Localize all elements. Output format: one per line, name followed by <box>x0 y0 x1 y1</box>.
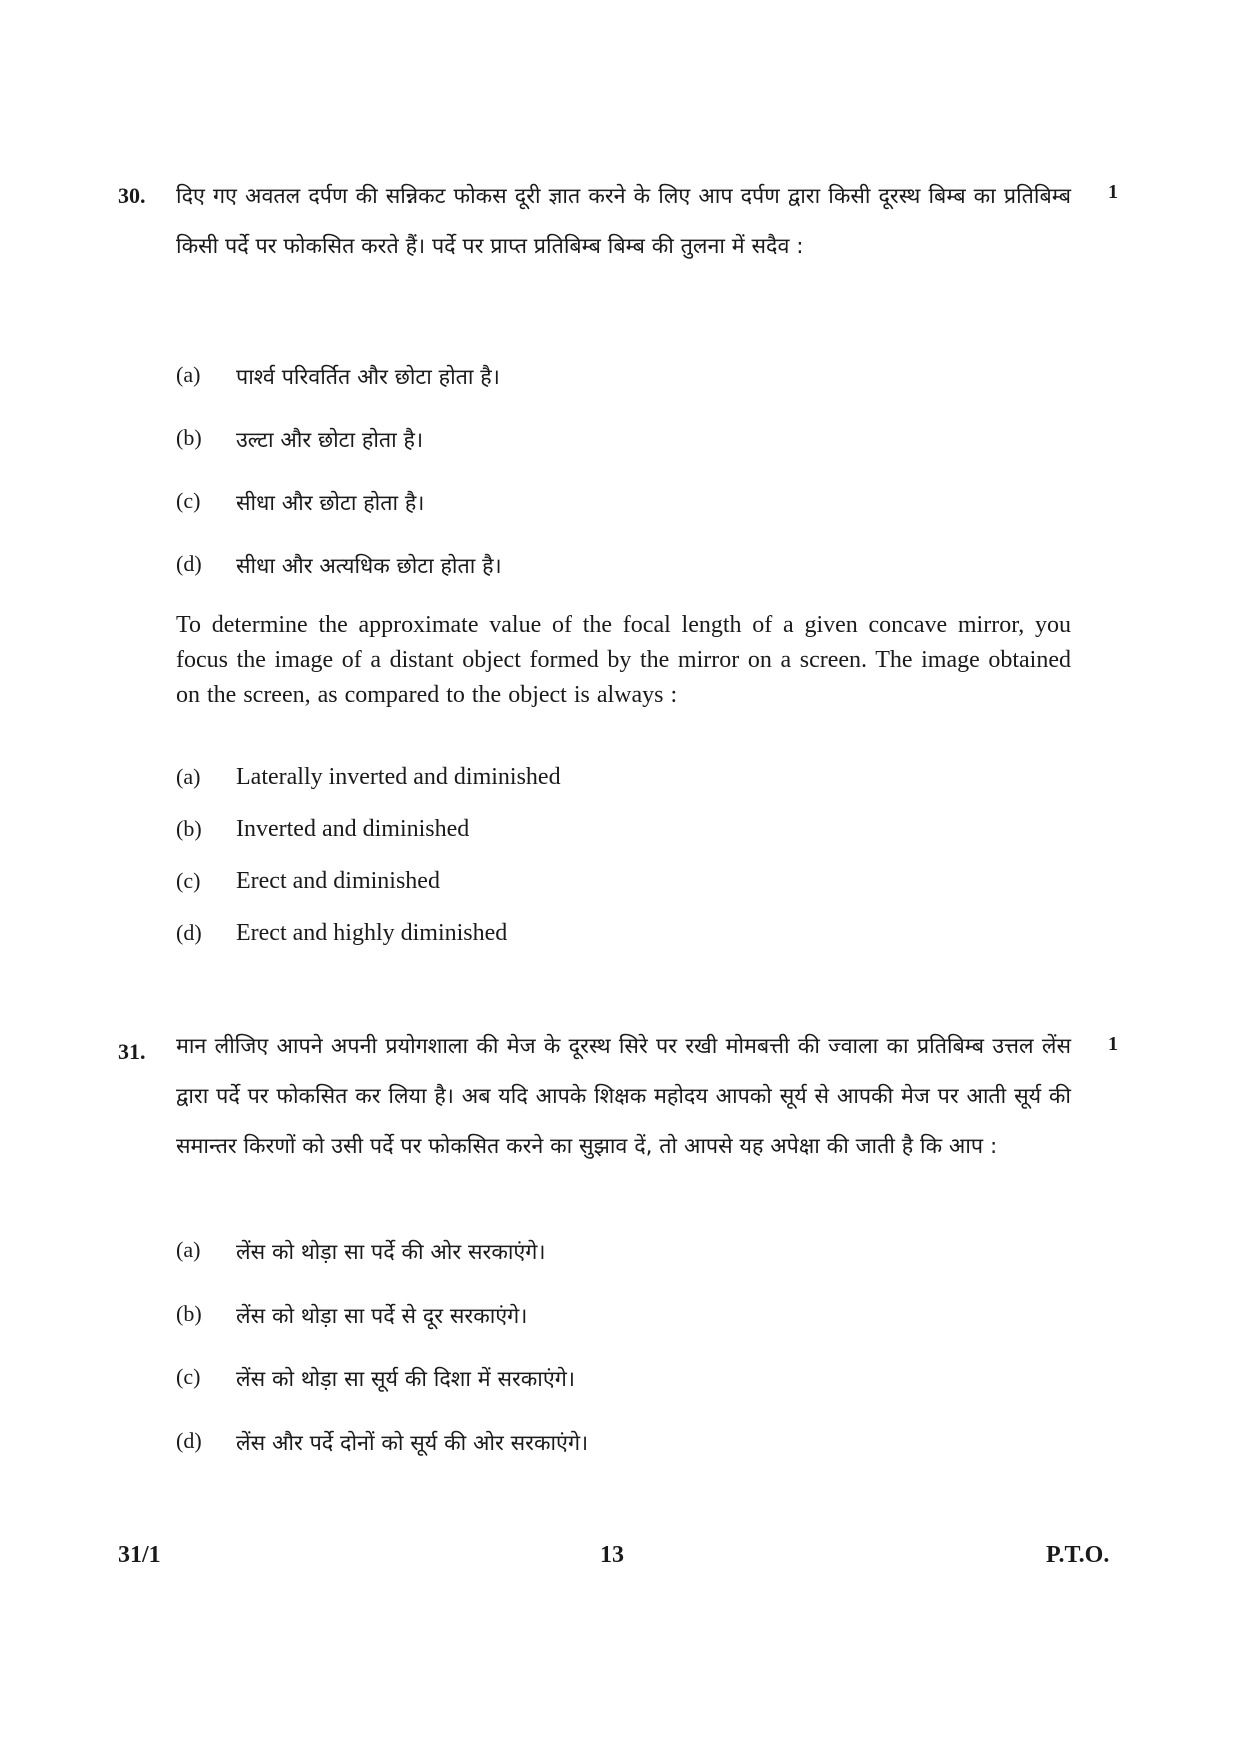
option-label: (b) <box>176 425 202 450</box>
option-label: (b) <box>176 816 202 841</box>
option-text: लेंस को थोड़ा सा पर्दे की ओर सरकाएंगे। <box>236 1240 546 1265</box>
paper-code: 31/1 <box>118 1542 161 1568</box>
option-label: (d) <box>176 1428 202 1453</box>
option-label: (b) <box>176 1301 202 1326</box>
question-marks: 1 <box>1108 181 1118 203</box>
option-label: (a) <box>176 1237 201 1262</box>
option-label: (d) <box>176 551 202 576</box>
option-text: सीधा और छोटा होता है। <box>236 491 425 516</box>
option-text: लेंस को थोड़ा सा पर्दे से दूर सरकाएंगे। <box>236 1304 528 1329</box>
question-text-hindi: मान लीजिए आपने अपनी प्रयोगशाला की मेज के दूरस्थ सिरे पर रखी मोमबत्ती की ज्वाला का प्रतिबिम्ब उत्तल लेंस द्वारा पर्दे पर फोकसित कर लिया है। अब यदि आपके शिक्षक महोदय आपको सूर्य से आपकी मेज पर आती सूर्य की समान्तर किरणों को उसी पर्दे पर फोकसित करने का सुझाव दें, तो आपसे यह अपेक्षा की जाती है कि आप : <box>176 1034 1071 1159</box>
question-marks: 1 <box>1108 1033 1118 1055</box>
question-text-hindi: दिए गए अवतल दर्पण की सन्निकट फोकस दूरी ज्ञात करने के लिए आप दर्पण द्वारा किसी दूरस्थ बिम्ब का प्रतिबिम्ब किसी पर्दे पर फोकसित करते हैं। पर्दे पर प्राप्त प्रतिबिम्ब बिम्ब की तुलना में सदैव : <box>176 184 1071 259</box>
option-label: (c) <box>176 1364 201 1389</box>
option-text: उल्टा और छोटा होता है। <box>236 428 424 453</box>
question-number: 31. <box>118 1039 146 1064</box>
option-text: लेंस को थोड़ा सा सूर्य की दिशा में सरकाएंगे। <box>236 1367 576 1392</box>
option-text: लेंस और पर्दे दोनों को सूर्य की ओर सरकाएंगे। <box>236 1431 589 1456</box>
option-text: Erect and diminished <box>236 868 440 894</box>
option-text: Erect and highly diminished <box>236 920 508 946</box>
question-text-english: To determine the approximate value of the focal length of a given concave mirror, you focus the image of a distant object formed by the mirror on a screen. The image obtained on the screen, as compared to the object is always : <box>176 612 1071 708</box>
option-label: (d) <box>176 920 202 945</box>
option-text: Inverted and diminished <box>236 816 470 842</box>
option-label: (a) <box>176 362 201 387</box>
option-label: (a) <box>176 764 201 789</box>
question-number: 30. <box>118 183 146 208</box>
pto-label: P.T.O. <box>1046 1542 1110 1568</box>
option-label: (c) <box>176 488 201 513</box>
option-text: Laterally inverted and diminished <box>236 764 561 790</box>
option-text: पार्श्व परिवर्तित और छोटा होता है। <box>236 365 500 390</box>
page-number: 13 <box>600 1542 624 1568</box>
option-label: (c) <box>176 868 201 893</box>
option-text: सीधा और अत्यधिक छोटा होता है। <box>236 554 502 579</box>
